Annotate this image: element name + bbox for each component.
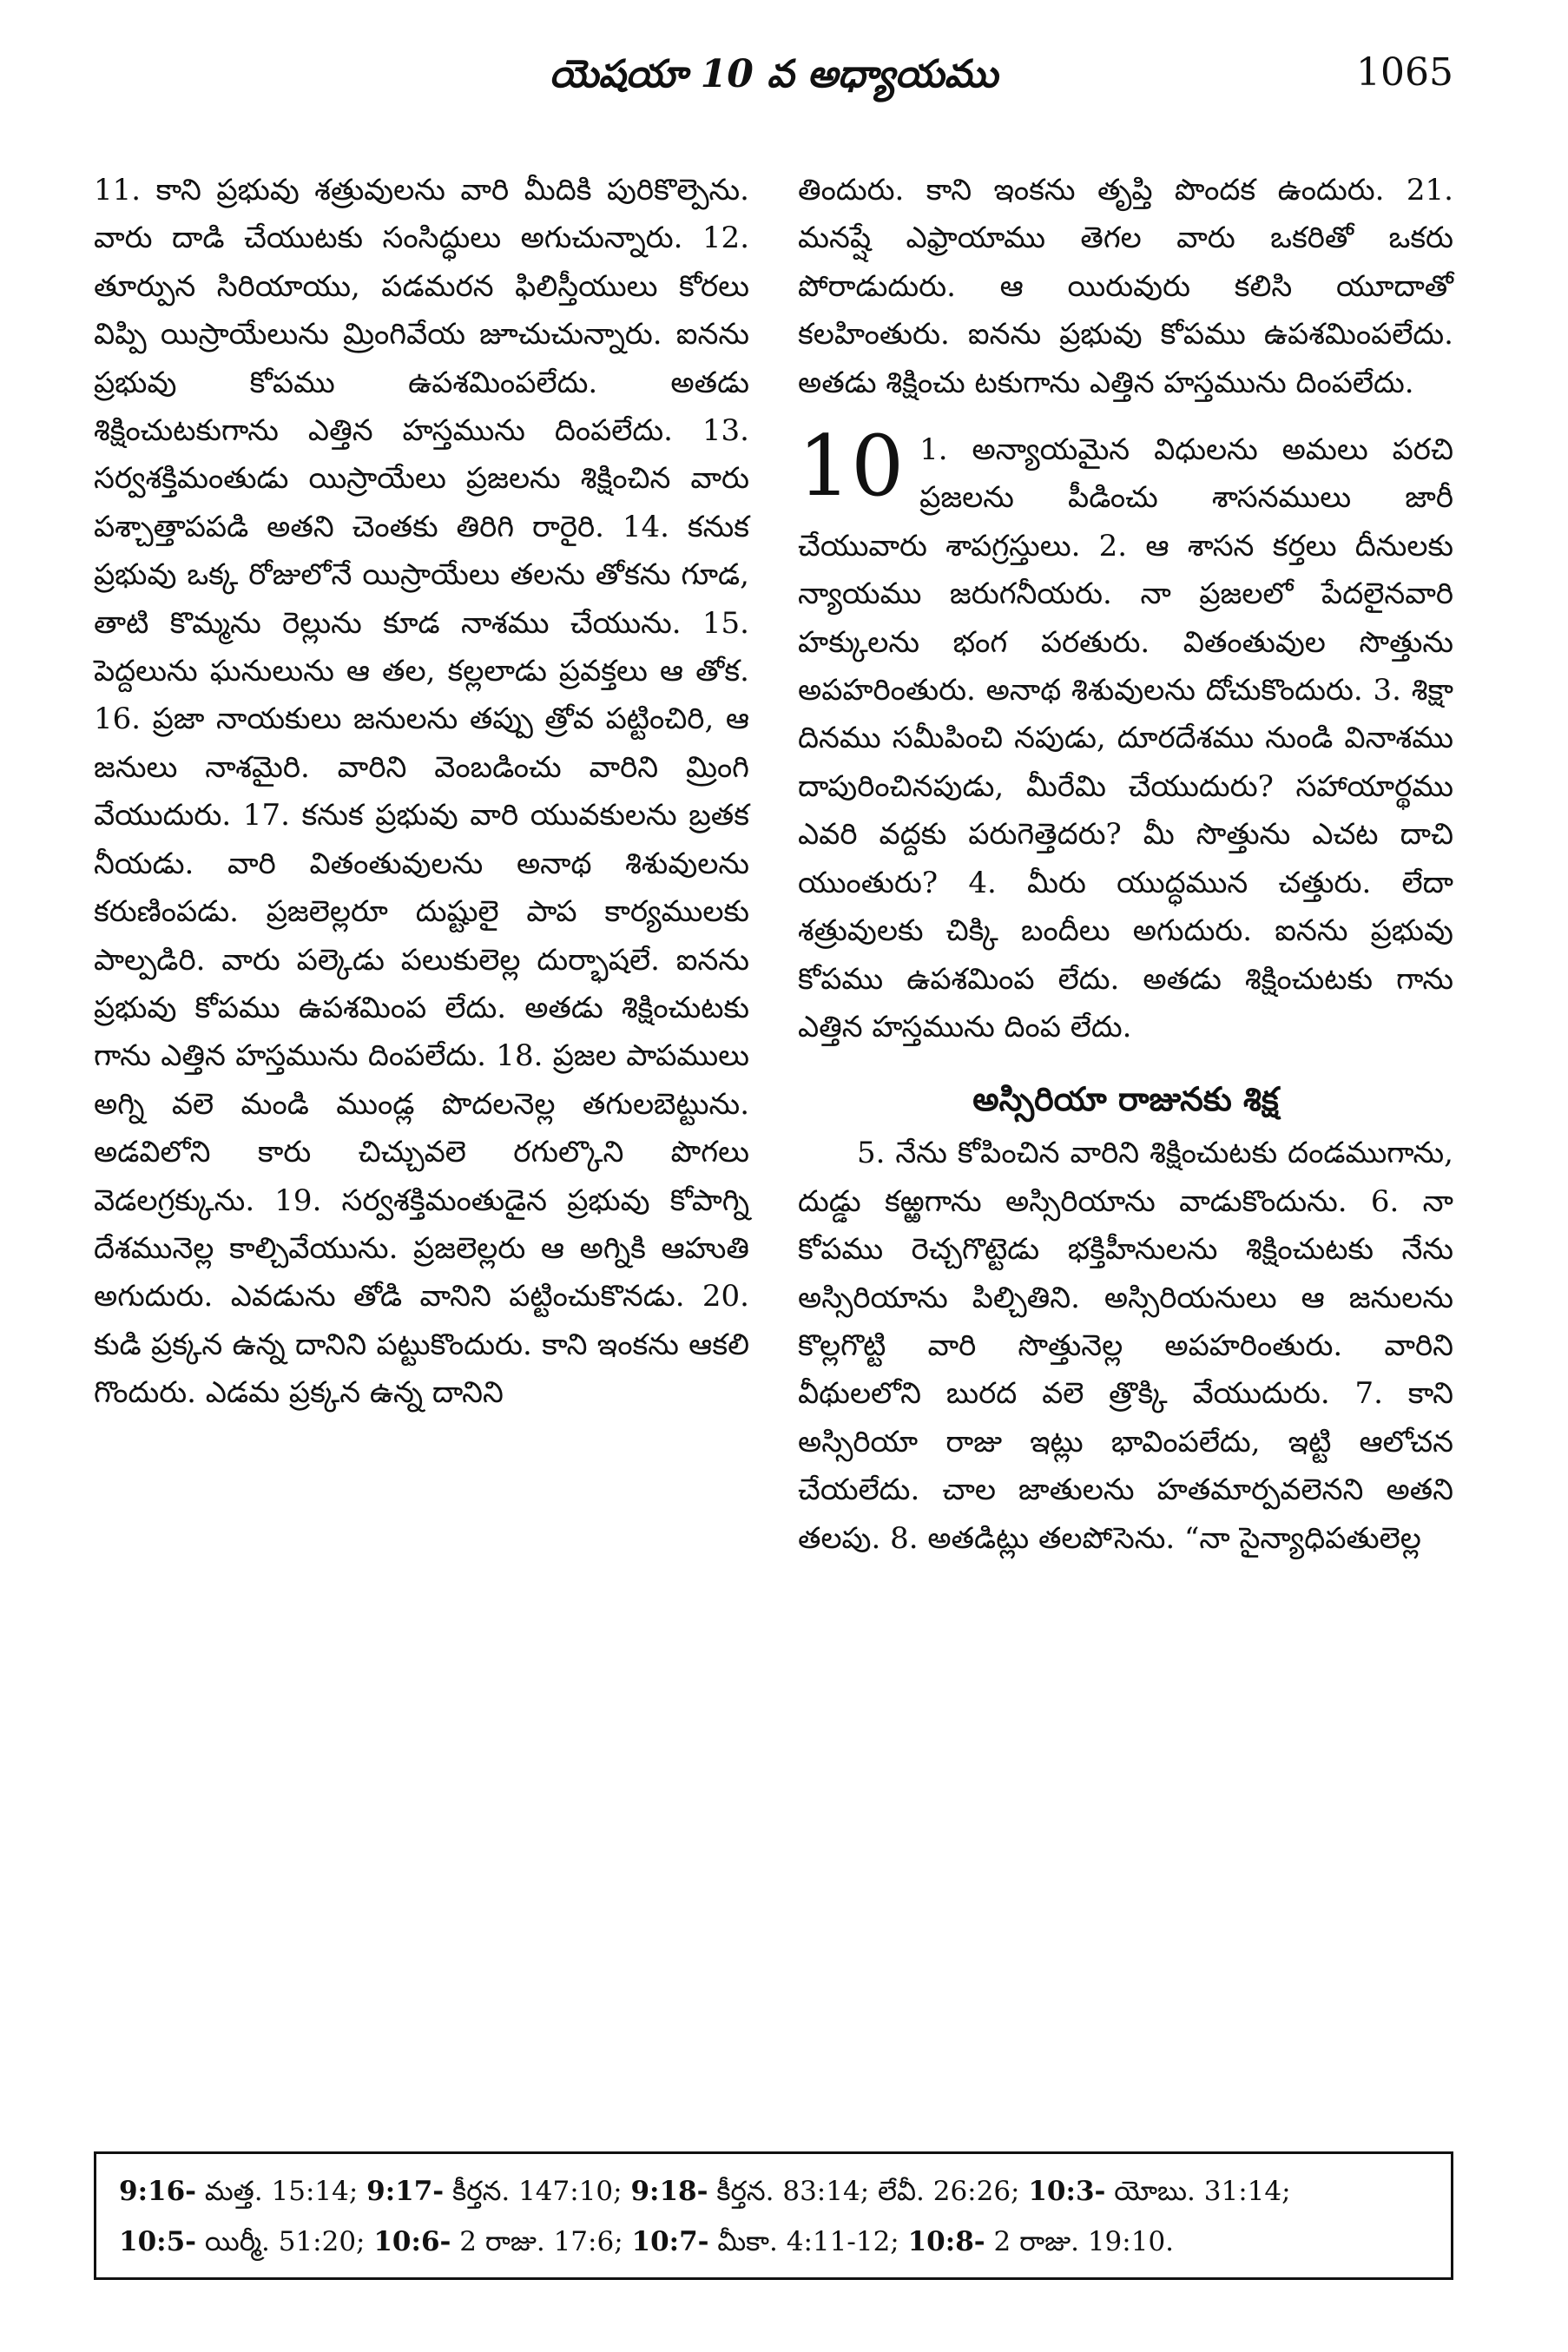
footnote-ref: 10:7- (631, 2226, 709, 2257)
chapter-title: యెషయా 10 వ అధ్యాయము (549, 52, 998, 96)
footnote-text: మత్త. 15:14; (196, 2176, 367, 2207)
footnote-ref: 10:3- (1028, 2176, 1106, 2207)
footnote-text: కీర్తన. 147:10; (444, 2176, 631, 2207)
footnote-text: 2 రాజు. 17:6; (451, 2226, 632, 2257)
left-column-text: 11. కాని ప్రభువు శత్రువులను వారి మీదికి పురికొల్పెను. వారు దాడి చేయుటకు సంసిద్ధులు అగుచున్నారు. 12. తూర్పున సిరియాయు, పడమరన ఫిలిస్తీయులు కోరలు విప్పి యిస్రాయేలును మ్రింగివేయ జూచుచున్నారు. ఐనను ప్రభువు కోపము ఉపశమింపలేదు. అతడు శిక్షించుటకుగాను ఎత్తిన హస్తమును దింపలేదు. 13. సర్వశక్తిమంతుడు యిస్రాయేలు ప్రజలను శిక్షించిన వారు పశ్చాత్తాపపడి అతని చెంతకు తిరిగి రారైరి. 14. కనుక ప్రభువు ఒక్క రోజులోనే యిస్రాయేలు తలను తోకను గూడ, తాటి కొమ్మను రెల్లును కూడ నాశము చేయును. 15. పెద్దలును ఘనులును ఆ తల, కల్లలాడు ప్రవక్తలు ఆ తోక. 16. ప్రజా నాయకులు జనులను తప్పు త్రోవ పట్టించిరి, ఆ జనులు నాశమైరి. వారిని వెంబడించు వారిని మ్రింగి వేయుదురు. 17. కనుక ప్రభువు వారి యువకులను బ్రతక నీయడు. వారి వితంతువులను అనాథ శిశువులను కరుణింపడు. ప్రజలెల్లరూ దుష్టులై పాప కార్యములకు పాల్పడిరి. వారు పల్కెడు పలుకులెల్ల దుర్భాషలే. ఐనను ప్రభువు కోపము ఉపశమింప లేదు. అతడు శిక్షించుటకు గాను ఎత్తిన హస్తమును దింపలేదు. 18. ప్రజల పాపములు అగ్ని వలె మండి ముండ్ల పొదలనెల్ల తగులబెట్టును. అడవిలోని కారు చిచ్చువలె రగుల్కొని పొగలు వెడలగ్రక్కును. 19. సర్వశక్తిమంతుడైన ప్రభువు కోపాగ్ని దేశమునెల్ల కాల్చివేయును. ప్రజలెల్లరు ఆ అగ్నికి ఆహుతి అగుదురు. ఎవడును తోడి వానిని పట్టించుకొనడు. 20. కుడి ప్రక్కన ఉన్న దానిని పట్టుకొందురు. కాని ఇంకను ఆకలి గొందురు. ఎడమ ప్రక్కన ఉన్న దానిని (94, 173, 749, 1411)
footnote-ref: 9:16- (119, 2176, 197, 2207)
footnote-line (119, 2166, 1428, 2217)
footnote-text: 2 రాజు. 19:10. (985, 2226, 1175, 2257)
chapter-9-continuation: తిందురు. కాని ఇంకను తృప్తి పొందక ఉందురు. 21. మనష్షే ఎఫ్రాయాము తెగల వారు ఒకరితో ఒకరు పోరాడుదురు. ఆ యిరువురు కలిసి యూదాతో కలహింతురు. ఐనను ప్రభువు కోపము ఉపశమింపలేదు. అతడు శిక్షించు టకుగాను ఎత్తిన హస్తమును దింపలేదు. (798, 173, 1453, 400)
footnote-text: కీర్తన. 83:14; లేవీ. 26:26; (708, 2176, 1029, 2207)
footnote-ref: 10:8- (907, 2226, 985, 2257)
page-header (94, 45, 1453, 106)
chapter-10-text: 1. అన్యాయమైన విధులను అమలు పరచి ప్రజలను పీడించు శాసనములు జారీ చేయువారు శాపగ్రస్తులు. 2. ఆ శాసన కర్తలు దీనులకు న్యాయము జరుగనీయరు. నా ప్రజలలో పేదలైనవారి హక్కులను భంగ పరతురు. వితంతువుల సొత్తును అపహరింతురు. అనాథ శిశువులను దోచుకొందురు. 3. శిక్షా దినము సమీపించి నపుడు, దూరదేశము నుండి వినాశము దాపురించినపుడు, మీరేమి చేయుదురు? సహాయార్థము ఎవరి వద్దకు పరుగెత్తెదరు? మీ సొత్తును ఎచట దాచి యుంతురు? 4. మీరు యుద్ధమున చత్తురు. లేదా శత్రువులకు చిక్కి బందీలు అగుదురు. ఐనను ప్రభువు కోపము ఉపశమింప లేదు. అతడు శిక్షించుటకు గాను ఎత్తిన హస్తమును దింప లేదు. (798, 432, 1453, 1044)
section-text: 5. నేను కోపించిన వారిని శిక్షించుటకు దండముగాను, దుడ్డు కఱ్ఱగాను అస్సిరియాను వాడుకొందును. 6. నా కోపము రెచ్చగొట్టెడు భక్తిహీనులను శిక్షించుటకు నేను అస్సిరియాను పిల్చితిని. అస్సిరియనులు ఆ జనులను కొల్లగొట్టి వారి సొత్తునెల్ల అపహరింతురు. వారిని వీథులలోని బురద వలె త్రొక్కి వేయుదురు. 7. కాని అస్సిరియా రాజు ఇట్లు భావింపలేదు, ఇట్టి ఆలోచన చేయలేదు. చాల జాతులను హతమార్పవలెనని అతని తలపు. 8. అతడిట్లు తలపోసెను. “నా సైన్యాధిపతులెల్ల (798, 1136, 1453, 1556)
chapter-10-block (798, 426, 1453, 1051)
page-number: 1065 (1356, 50, 1453, 95)
footnote-ref: 9:18- (630, 2176, 708, 2207)
right-column (798, 167, 1453, 1563)
footnote-text: యిర్మీ. 51:20; (196, 2226, 374, 2257)
text-columns (94, 167, 1453, 2094)
chapter-number: 10 (798, 426, 905, 516)
cross-reference-box (94, 2151, 1453, 2280)
footnote-ref: 10:6- (373, 2226, 451, 2257)
footnote-text: మీకా. 4:11-12; (708, 2226, 908, 2257)
footnote-text: యోబు. 31:14; (1105, 2176, 1291, 2207)
section-heading: అస్సిరియా రాజునకు శిక్ష (972, 1079, 1279, 1119)
left-column (94, 167, 749, 1418)
footnote-ref: 10:5- (119, 2226, 197, 2257)
footnote-ref: 9:17- (366, 2176, 445, 2207)
footnote-line (119, 2217, 1428, 2267)
